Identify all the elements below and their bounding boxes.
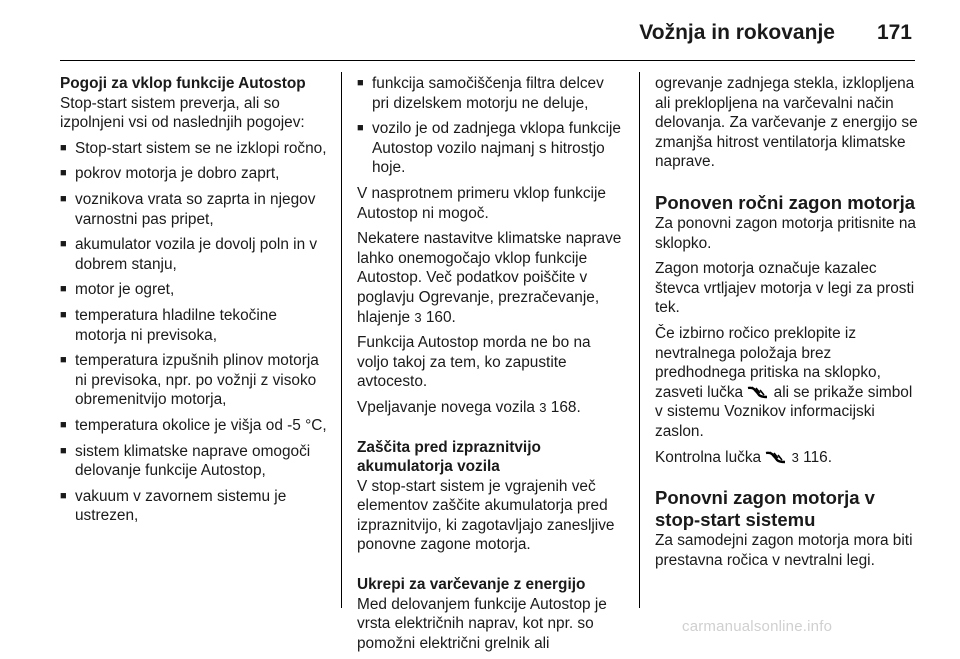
section-heading-manual-restart: Ponoven ročni zagon motorja [655,191,916,213]
watermark: carmanualsonline.info [682,618,833,635]
list-item: ■ temperatura izpušnih plinov motorja ni previsoka, npr. po vožnji z visoko obremenitvijo motorja, [60,351,328,410]
list-item: ■ Stop-start sistem se ne izklopi ročno, [60,139,328,159]
autostop-lamp-icon [765,451,787,464]
paragraph: Če izbirno ročico preklopite iz nevtralnega položaja brez predhodnega pritiska na sklopko, zasveti lučka ali se prikaže simbol v sistemu Voznikov informacijski zaslon. [655,324,913,440]
paragraph: Za ponovni zagon motorja pritisnite na sklopko. [655,214,916,252]
list-item: ■ sistem klimatske naprave omogoči delovanje funkcije Autostop, [60,442,328,481]
list-item: ■ akumulator vozila je dovolj poln in v dobrem stanju, [60,235,328,274]
column-divider-1 [341,72,342,608]
list-item: ■ temperatura okolice je višja od -5 °C, [60,416,328,436]
page-ref-icon: 3 [539,399,547,415]
page-title: Vožnja in rokovanje [639,21,835,44]
list-item: ■ vozilo je od zadnjega vklopa funkcije Autostop vozilo najmanj s hitrostjo hoje. [357,119,625,178]
paragraph: Med delovanjem funkcije Autostop je vrsta električnih naprav, kot npr. so pomožni električni grelnik ali [357,595,607,652]
intro-text: Stop-start sistem preverja, ali so izpolnjeni vsi od naslednjih pogojev: [60,94,305,132]
list-item: ■ motor je ogret, [60,280,328,300]
page-ref[interactable]: 168. [550,398,581,416]
paragraph: V nasprotnem primeru vklop funkcije Autostop ni mogoč. [357,184,606,222]
header-rule [60,60,915,61]
paragraph: Zagon motorja označuje kazalec števca vrtljajev motorja v legi za prosti tek. [655,260,915,317]
paragraph: Nekatere nastavitve klimatske naprave lahko onemogočajo vklop funkcije Autostop. Več podatkov poiščite v poglavju Ogrevanje, prezračevanje, hlajenje 3 160. [357,230,622,326]
paragraph: Vpeljavanje novega vozila 3 168. [357,398,581,416]
section-heading-energy-saving: Ukrepi za varčevanje z energijo [357,576,586,594]
paragraph: V stop-start sistem je vgrajenih več elementov zaščite akumulatorja pred izpraznitvijo, ki zagotavljajo zanesljive ponovne zagone motorja. [357,477,615,554]
list-item: ■ vakuum v zavornem sistemu je ustrezen, [60,487,328,526]
section-heading-stop-start-restart: Ponovni zagon motorja v stop-start sistemu [655,487,875,531]
column-3 [655,74,923,576]
paragraph: ogrevanje zadnjega stekla, izklopljena ali preklopljena na varčevalni način delovanja. Za varčevanje z energijo se zmanjša hitrost ventilatorja klimatske naprave. [655,75,918,171]
paragraph: Kontrolna lučka 3 116. [655,448,832,466]
section-heading-battery-protection: Zaščita pred izpraznitvijo akumulatorja vozila [357,438,541,476]
list-item: ■ voznikova vrata so zaprta in njegov varnostni pas pripet, [60,190,328,229]
paragraph: Za samodejni zagon motorja mora biti prestavna ročica v nevtralni legi. [655,532,913,569]
page-ref[interactable]: 160. [425,308,456,326]
column-1 [60,74,328,532]
section-heading-autostop-conditions: Pogoji za vklop funkcije Autostop [60,75,306,92]
conditions-list-continued [357,74,625,178]
conditions-list [60,139,328,526]
column-2 [357,74,625,659]
autostop-lamp-icon [747,386,769,399]
page-ref[interactable]: 116. [803,448,832,466]
page-ref-icon: 3 [791,449,799,465]
list-item: ■ temperatura hladilne tekočine motorja ni previsoka, [60,306,328,345]
list-item: ■ funkcija samočiščenja filtra delcev pri dizelskem motorju ne deluje, [357,74,625,113]
paragraph: Funkcija Autostop morda ne bo na voljo takoj za tem, ko zapustite avtocesto. [357,334,591,391]
column-divider-2 [639,72,640,608]
page-header [60,16,912,50]
list-item: ■ pokrov motorja je dobro zaprt, [60,164,328,184]
page-number: 171 [876,21,912,44]
page-ref-icon: 3 [414,309,422,325]
